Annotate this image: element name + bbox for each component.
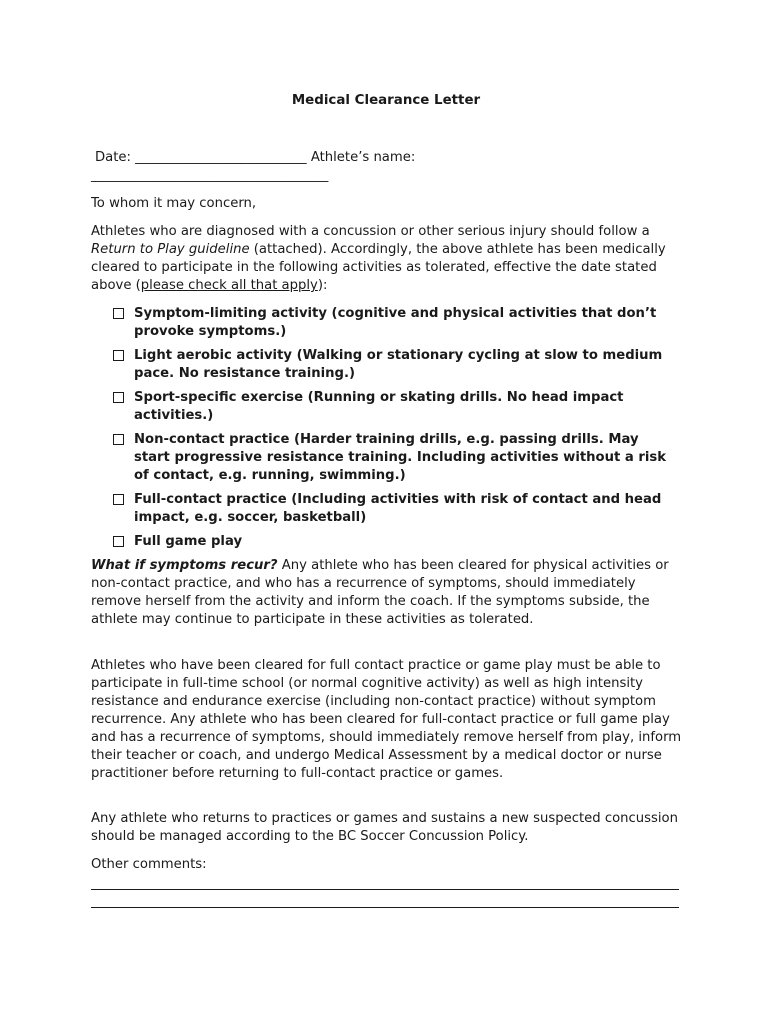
symptom-recurrence-paragraph [91,557,683,629]
intro-text-1: Athletes who are diagnosed with a concussion or other serious injury should follow a [91,224,650,239]
intro-paragraph [91,223,683,295]
recurrence-text: Any athlete who has been cleared for physical activities or non-contact practice, and who has a recurrence of symptoms, should immediately remove herself from the activity and inform the coach. If the symptoms subside, the athlete may continue to participate in these activities as tolerated. [91,558,669,627]
checkbox-icon[interactable] [113,308,124,319]
date-field[interactable]: __________________________ [135,150,307,165]
athlete-name-field[interactable]: ____________________________________ [91,168,329,183]
full-contact-paragraph: Athletes who have been cleared for full contact practice or game play must be able to participate in full-time school (or normal cognitive activity) as well as high intensity resistance and endurance exercise (including non-contact practice) without symptom recurrence. Any athlete who has been cleared for full-contact practice or full game play and has a recurrence of symptoms, should immediately remove herself from play, inform their teacher or coach, and undergo Medical Assessment by a medical doctor or nurse practitioner before returning to full-contact practice or games. [91,658,682,781]
checklist-item-full-game-play [113,533,673,551]
checklist-item-sport-specific [113,389,673,425]
checklist-label: Full game play [134,534,243,549]
checkbox-icon[interactable] [113,350,124,361]
guideline-reference: Return to Play guideline [91,242,250,257]
new-concussion-paragraph: Any athlete who returns to practices or games and sustains a new suspected concussion should be managed according to the BC Soccer Concussion Policy. [91,811,678,844]
recurrence-heading: What if symptoms recur? [91,558,278,573]
comments-field-line[interactable] [91,907,679,908]
checklist-label: Symptom-limiting activity (cognitive and physical activities that don’t provoke symptoms.) [134,306,657,339]
checkbox-icon[interactable] [113,494,124,505]
intro-text-3: ): [317,278,328,293]
other-comments-label: Other comments: [91,857,207,872]
checkbox-icon[interactable] [113,392,124,403]
checklist-item-light-aerobic [113,347,673,383]
date-and-athlete-line [95,149,695,167]
intro-text-2: (attached). Accordingly, the above athlete has been medically cleared to participate in the following activities as tolerated, effective the date stated above ( [91,242,666,293]
checklist-item-non-contact [113,431,673,485]
document-title: Medical Clearance Letter [291,93,481,108]
checklist-label: Sport-specific exercise (Running or skating drills. No head impact activities.) [134,390,624,423]
athlete-name-label: Athlete’s name: [310,150,416,165]
date-label: Date: [95,150,131,165]
checklist-label: Non-contact practice (Harder training drills, e.g. passing drills. May start progressive resistance training. Including activities without a risk of contact, e.g. running, swimming.) [134,432,667,483]
comments-field-line[interactable] [91,889,679,890]
checklist-label: Full-contact practice (Including activities with risk of contact and head impact, e.g. soccer, basketball) [134,492,662,525]
checkbox-icon[interactable] [113,434,124,445]
checklist-item-full-contact [113,491,673,527]
checklist-label: Light aerobic activity (Walking or stationary cycling at slow to medium pace. No resistance training.) [134,348,663,381]
checkbox-icon[interactable] [113,536,124,547]
activity-checklist [113,305,673,557]
checklist-item-symptom-limiting [113,305,673,341]
greeting: To whom it may concern, [91,196,257,211]
check-instruction: please check all that apply [140,278,318,293]
